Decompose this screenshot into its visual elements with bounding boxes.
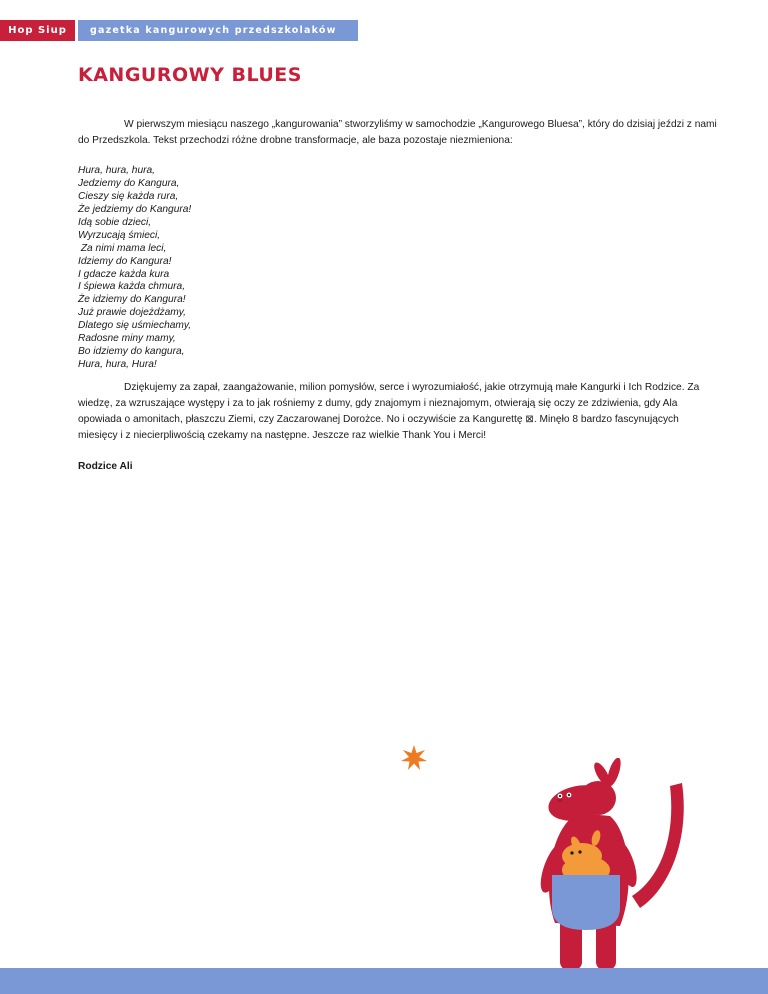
kangaroo-with-joey-icon xyxy=(520,758,700,970)
poem-line: Hura, hura, hura, xyxy=(78,165,156,177)
brand-label: Hop Siup xyxy=(0,20,75,41)
poem-line: Radosne miny mamy, xyxy=(78,332,176,344)
poem-line: Już prawie dojeżdżamy, xyxy=(78,307,186,319)
article-body xyxy=(78,117,720,476)
poem-line: Bo idziemy do kangura, xyxy=(78,345,185,357)
poem-line: Cieszy się każda rura, xyxy=(78,191,179,203)
poem-line: Że jedziemy do Kangura! xyxy=(78,204,192,216)
poem-line: I gdacze każda kura xyxy=(78,268,170,280)
thanks-paragraph: Dziękujemy za zapał, zaangażowanie, milion pomysłów, serce i wyrozumiałość, jakie otrzymują małe Kangurki i Ich Rodzice. Za wiedzę, za wzruszające występy i za to jak rośniemy z dumy, gdy znajomym i nieznajomym, otwierają się oczy ze zdziwienia, gdy Ala opowiada o amonitach, płaszczu Ziemi, czy Zaczarowanej Dorożce. No i oczywiście za Kangurettę ⊠. Minęło 8 bardzo fascynujących miesięcy i z niecierpliwością czekamy na następne. Jeszcze raz wielkie Thank You i Merci! xyxy=(78,381,700,442)
poem-line: Idą sobie dzieci, xyxy=(78,216,152,228)
header-tagline: gazetka kangurowych przedszkolaków xyxy=(78,20,358,41)
poem-line: Za nimi mama leci, xyxy=(78,242,167,254)
poem-line: Hura, hura, Hura! xyxy=(78,358,157,370)
poem-line: Że idziemy do Kangura! xyxy=(78,294,186,306)
poem-line: Dlatego się uśmiechamy, xyxy=(78,320,192,332)
poem-line: I śpiewa każda chmura, xyxy=(78,281,186,293)
article-title: KANGUROWY BLUES xyxy=(78,64,302,86)
poem-line: Idziemy do Kangura! xyxy=(78,255,172,267)
footer-bar xyxy=(0,968,768,994)
signature: Rodzice Ali xyxy=(78,461,133,473)
star-icon xyxy=(400,744,428,772)
poem-line: Wyrzucają śmieci, xyxy=(78,229,161,241)
poem xyxy=(78,165,720,371)
poem-line: Jedziemy do Kangura, xyxy=(78,178,180,190)
intro-paragraph: W pierwszym miesiącu naszego „kangurowania” stworzyliśmy w samochodzie „Kangurowego Bluesa”, który do dzisiaj jeździ z nami do Przedszkola. Tekst przechodzi różne drobne transformacje, ale baza pozostaje niezmieniona: xyxy=(78,119,717,147)
